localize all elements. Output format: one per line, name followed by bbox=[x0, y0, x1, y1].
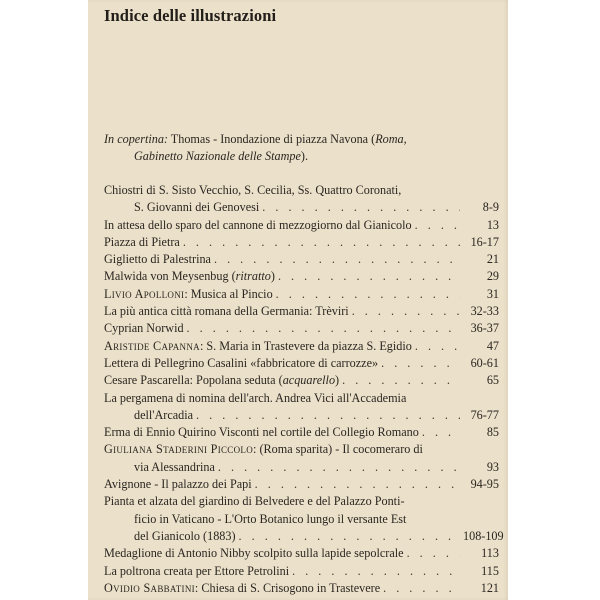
cover-text: Thomas - Inondazione di piazza Navona ( bbox=[167, 132, 376, 146]
leader-dots bbox=[352, 303, 460, 320]
cover-label: In copertina: bbox=[104, 132, 168, 146]
entry-text: Cyprian Norwid bbox=[104, 321, 184, 336]
entry-text-cont: via Alessandrina bbox=[134, 459, 215, 474]
entry-text: Pianta et alzata del giardino di Belvedere e del Palazzo Ponti- bbox=[104, 494, 405, 509]
entry-text: : Chiesa di S. Crisogono in Trastevere bbox=[194, 580, 381, 595]
entry-text: Piazza di Pietra bbox=[104, 234, 180, 249]
page-number: 85 bbox=[486, 425, 499, 440]
page-number: 76-77 bbox=[470, 407, 499, 422]
page-title: Indice delle illustrazioni bbox=[104, 6, 277, 25]
entry-text: : (Roma sparita) - Il cocomeraro di bbox=[253, 442, 423, 457]
list-item bbox=[104, 441, 499, 476]
leader-dots bbox=[278, 268, 460, 285]
entry-text: : S. Maria in Trastevere da piazza S. Egidio bbox=[199, 338, 412, 353]
leader-dots bbox=[342, 372, 460, 389]
leader-dots bbox=[262, 199, 460, 216]
leader-dots bbox=[381, 355, 460, 372]
list-item bbox=[104, 563, 499, 580]
entry-italic: acquarello bbox=[282, 373, 336, 388]
page-number: 113 bbox=[481, 546, 499, 561]
book-page bbox=[88, 0, 508, 600]
list-item bbox=[104, 476, 499, 493]
leader-dots bbox=[214, 251, 460, 268]
entry-author: Livio Apolloni bbox=[104, 286, 185, 301]
list-item bbox=[104, 580, 499, 597]
page-number: 115 bbox=[481, 563, 499, 578]
entry-text-cont: S. Giovanni dei Genovesi bbox=[134, 200, 260, 215]
entry-text: Medaglione di Antonio Nibby scolpito sulla lapide sepolcrale bbox=[104, 546, 404, 561]
leader-dots bbox=[196, 407, 460, 424]
list-item bbox=[104, 390, 499, 425]
entry-text-cont: dell'Arcadia bbox=[134, 407, 194, 422]
entry-italic: ritratto bbox=[235, 269, 271, 284]
page-number: 121 bbox=[480, 580, 499, 595]
page-number: 108-109 bbox=[463, 528, 504, 543]
page-number: 60-61 bbox=[470, 355, 499, 370]
leader-dots bbox=[383, 580, 460, 597]
list-item bbox=[104, 217, 499, 234]
entry-author: Giuliana Staderini Piccolo bbox=[104, 442, 254, 457]
entry-text-cont: del Gianicolo (1883) bbox=[134, 528, 236, 543]
list-item bbox=[104, 286, 499, 303]
illustrations-list bbox=[104, 182, 504, 597]
leader-dots bbox=[187, 320, 460, 337]
page-number: 94-95 bbox=[470, 477, 499, 492]
leader-dots bbox=[292, 563, 460, 580]
list-item bbox=[104, 338, 499, 355]
list-item bbox=[104, 234, 499, 251]
page-number: 21 bbox=[486, 252, 499, 267]
leader-dots bbox=[255, 476, 460, 493]
list-item bbox=[104, 372, 499, 389]
leader-dots bbox=[218, 459, 460, 476]
entry-text: Malwida von Meysenbug ( bbox=[104, 269, 236, 284]
entry-author: Ovidio Sabbatini bbox=[104, 580, 195, 595]
page-number: 8-9 bbox=[482, 200, 499, 215]
entry-author: Aristide Capanna bbox=[104, 338, 200, 353]
page-number: 47 bbox=[486, 338, 499, 353]
list-item bbox=[104, 268, 499, 285]
leader-dots bbox=[276, 286, 460, 303]
entry-text: La pergamena di nomina dell'arch. Andrea Vici all'Accademia bbox=[104, 390, 407, 405]
cover-source-a: Roma, bbox=[375, 132, 407, 146]
cover-credit bbox=[104, 131, 499, 165]
entry-text: La poltrona creata per Ettore Petrolini bbox=[104, 563, 290, 578]
page-number: 93 bbox=[486, 459, 499, 474]
list-item bbox=[104, 493, 504, 545]
list-item bbox=[104, 182, 499, 217]
list-item bbox=[104, 355, 499, 372]
leader-dots bbox=[239, 528, 460, 545]
entry-text: Lettera di Pellegrino Casalini «fabbricatore di carrozze» bbox=[104, 355, 379, 370]
list-item bbox=[104, 424, 499, 441]
entry-text: Giglietto di Palestrina bbox=[104, 252, 211, 267]
entry-text: In attesa dello sparo del cannone di mezzogiorno dal Gianicolo bbox=[104, 217, 412, 232]
leader-dots bbox=[422, 424, 460, 441]
page-number: 29 bbox=[486, 269, 499, 284]
entry-text-end: ) bbox=[335, 373, 340, 388]
page-number: 36-37 bbox=[470, 321, 499, 336]
page-number: 32-33 bbox=[470, 304, 499, 319]
page-number: 65 bbox=[486, 373, 499, 388]
entry-text-cont: ficio in Vaticano - L'Orto Botanico lungo il versante Est bbox=[134, 511, 407, 526]
entry-text: Chiostri di S. Sisto Vecchio, S. Cecilia, Ss. Quattro Coronati, bbox=[104, 183, 402, 197]
leader-dots bbox=[183, 234, 460, 251]
page-number: 31 bbox=[486, 286, 499, 301]
entry-text: Avignone - Il palazzo dei Papi bbox=[104, 477, 252, 492]
page-number: 16-17 bbox=[470, 234, 499, 249]
entry-text: Cesare Pascarella: Popolana seduta ( bbox=[104, 373, 283, 388]
entry-text: : Musica al Pincio bbox=[184, 286, 273, 301]
leader-dots bbox=[415, 338, 460, 355]
entry-text: Erma di Ennio Quirino Visconti nel cortile del Collegio Romano bbox=[104, 425, 419, 440]
page-number: 13 bbox=[486, 217, 499, 232]
list-item bbox=[104, 320, 499, 337]
entry-text-end: ) bbox=[270, 269, 275, 284]
leader-dots bbox=[407, 545, 460, 562]
entry-text: La più antica città romana della Germania: Trèviri bbox=[104, 304, 349, 319]
list-item bbox=[104, 251, 499, 268]
cover-tail: ). bbox=[300, 149, 308, 163]
list-item bbox=[104, 545, 499, 562]
leader-dots bbox=[415, 217, 460, 234]
list-item bbox=[104, 303, 499, 320]
cover-source-b: Gabinetto Nazionale delle Stampe bbox=[134, 149, 301, 163]
